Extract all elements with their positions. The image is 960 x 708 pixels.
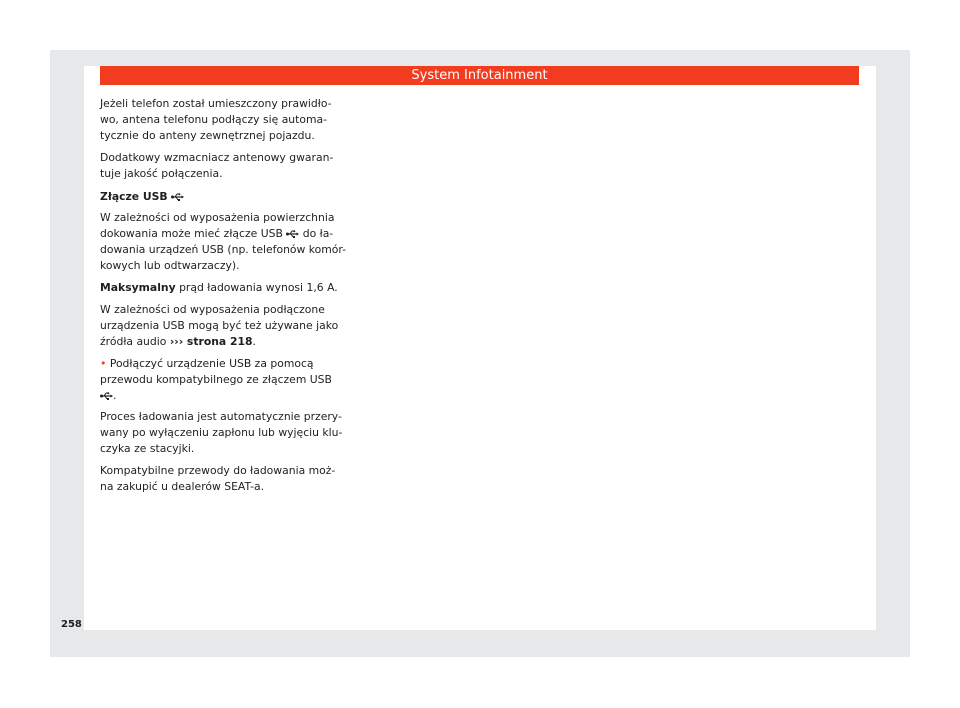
paragraph-audio-source: W zależności od wyposażenia podłączone urządzenia USB mogą być też używane jako źródła audio ››› strona 218. bbox=[100, 302, 339, 348]
paragraph-antenna: Jeżeli telefon został umieszczony prawidło- wo, antena telefonu podłączy się automa- tycznie do anteny zewnętrznej pojazdu. bbox=[100, 97, 332, 142]
paragraph-usb-dock: W zależności od wyposażenia powierzchnia dokowania może mieć złącze USB do ła- dowania urządzeń USB (np. telefonów komór- kowych lub odtwarzaczy). bbox=[100, 211, 347, 273]
paragraph-max-current: Maksymalny prąd ładowania wynosi 1,6 A. bbox=[100, 281, 338, 295]
page-number: 258 bbox=[61, 619, 82, 630]
paragraph-cables: Kompatybilne przewody do ładowania moż- na zakupić u dealerów SEAT-a. bbox=[100, 464, 336, 494]
page-reference-link[interactable]: ››› strona 218 bbox=[169, 334, 253, 348]
usb-heading: Złącze USB bbox=[100, 189, 362, 205]
bullet-marker: • bbox=[100, 356, 107, 370]
bullet-connect-usb: • Podłączyć urządzenie USB za pomocą przewodu kompatybilnego ze złączem USB . bbox=[100, 356, 332, 402]
usb-icon bbox=[171, 193, 184, 201]
section-title: System Infotainment bbox=[411, 68, 548, 83]
paragraph-amplifier: Dodatkowy wzmacniacz antenowy gwaran- tuje jakość połączenia. bbox=[100, 150, 334, 180]
paragraph-charging-interrupt: Proces ładowania jest automatycznie przery- wany po wyłączeniu zapłonu lub wyjęciu klu- czyka ze stacyjki. bbox=[100, 410, 343, 456]
usb-icon bbox=[286, 230, 299, 238]
body-column bbox=[100, 96, 362, 501]
usb-icon bbox=[100, 392, 113, 400]
section-header bbox=[100, 66, 859, 85]
